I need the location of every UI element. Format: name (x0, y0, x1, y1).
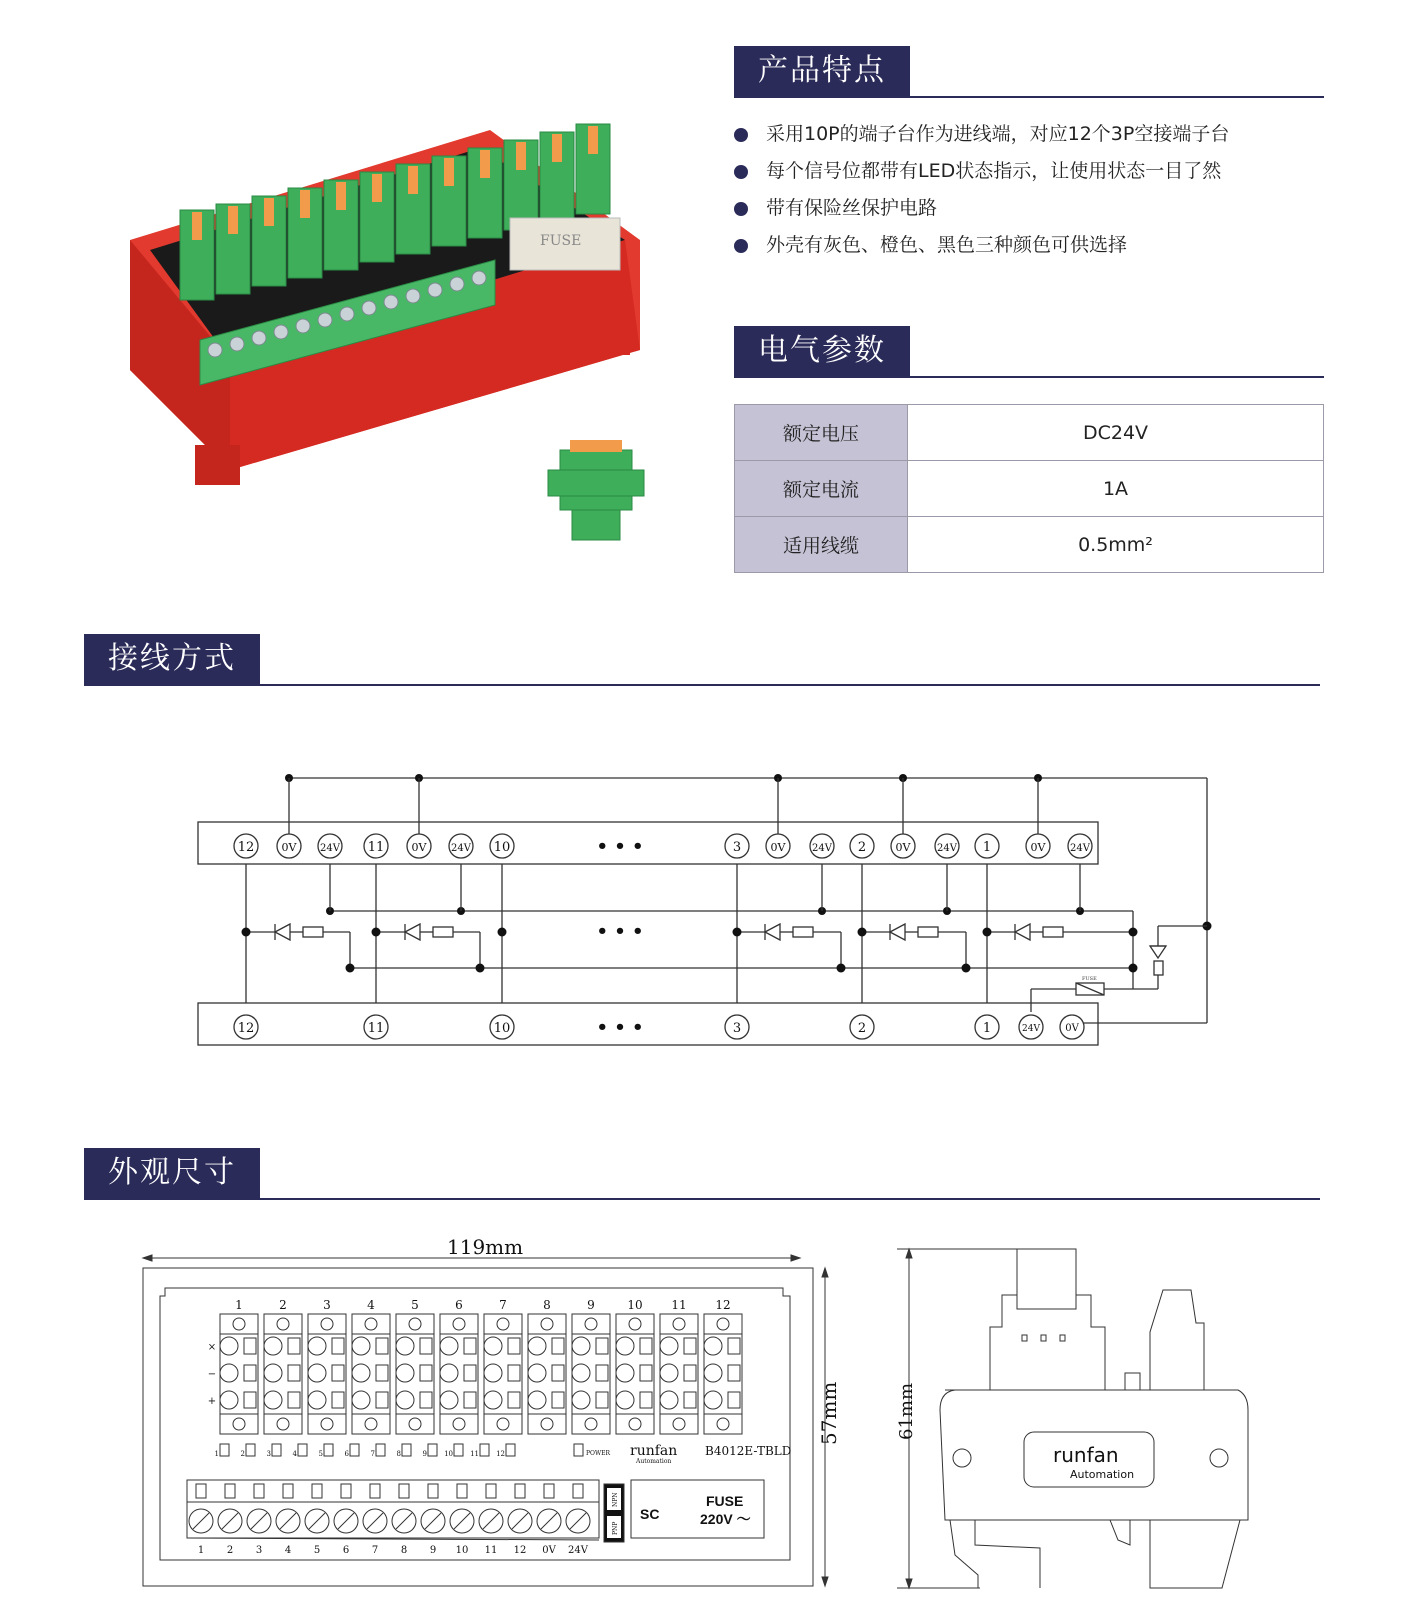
terminal-number: 3 (255, 1545, 263, 1556)
terminal-label: 0V (281, 841, 297, 854)
ellipsis: • • • (596, 921, 644, 942)
terminal-label: 1 (982, 840, 992, 855)
led-label: 3 (266, 1450, 271, 1458)
model-number: B4012E-TBLD (705, 1444, 792, 1458)
dimensions-title: 外观尺寸 (84, 1148, 260, 1198)
column-number: 1 (235, 1298, 243, 1312)
terminal-number: 5 (313, 1545, 321, 1556)
column-number: 7 (499, 1298, 507, 1312)
column-number: 5 (411, 1298, 419, 1312)
plug-column (220, 1314, 258, 1434)
led-label: 10 (444, 1450, 453, 1458)
ellipsis: • • • (596, 836, 644, 857)
terminal-number: 7 (371, 1545, 379, 1556)
led-label: 6 (344, 1450, 349, 1458)
led-label: 1 (214, 1450, 219, 1458)
power-label: POWER (586, 1450, 611, 1457)
column-number: 11 (671, 1298, 687, 1312)
fuse-rating: 220V ～ (700, 1511, 751, 1527)
wiring-title: 接线方式 (84, 634, 260, 684)
terminal-label: 24V (320, 843, 340, 854)
pnp-label: PNP (612, 1521, 619, 1535)
brand-sub: Automation (636, 1458, 672, 1465)
led-branch-12 (246, 924, 350, 968)
terminal-label: 3 (732, 1021, 742, 1036)
terminal-number: 6 (342, 1545, 350, 1556)
screw-icon (953, 1449, 971, 1467)
column-number: 9 (587, 1298, 595, 1312)
param-value: DC24V (908, 405, 1324, 461)
terminal-label: 10 (493, 1021, 511, 1036)
npn-label: NPN (612, 1492, 619, 1507)
sc-label: SC (640, 1506, 660, 1522)
fuse-label: FUSE (1082, 976, 1097, 982)
terminal-label: 0V (411, 841, 427, 854)
led-label: 2 (240, 1450, 245, 1458)
led-label: 4 (292, 1450, 297, 1458)
dimension-drawing (0, 1180, 1419, 1600)
terminal-label: 24V (1070, 843, 1090, 854)
terminal-number: 1 (197, 1545, 205, 1556)
feature-item: 外壳有灰色、橙色、黑色三种颜色可供选择 (734, 227, 1229, 264)
height-dimension-label: 57mm (817, 1381, 841, 1445)
power-led-icon (574, 1444, 583, 1456)
terminal-label: 1 (982, 1021, 992, 1036)
terminal-number: 8 (400, 1545, 408, 1556)
column-number: 4 (367, 1298, 375, 1312)
terminal-label: 3 (732, 840, 742, 855)
terminal-label: 24V (937, 843, 957, 854)
terminal-label: 2 (857, 840, 867, 855)
terminal-label: 0V (895, 841, 911, 854)
row-mark: − (207, 1369, 217, 1380)
ellipsis: • • • (596, 1017, 644, 1038)
led-label: 11 (470, 1450, 479, 1458)
side-view-drawing (896, 1249, 1248, 1588)
terminal-label: 12 (237, 1021, 255, 1036)
column-number: 6 (455, 1298, 463, 1312)
row-mark: + (207, 1396, 217, 1407)
param-label: 适用线缆 (735, 517, 908, 573)
terminal-label: 24V (1022, 1024, 1040, 1034)
terminal-number: 12 (513, 1545, 527, 1556)
terminal-label: 11 (367, 840, 385, 855)
brand-sub: Automation (1070, 1468, 1135, 1481)
led-label: 7 (370, 1450, 375, 1458)
column-number: 3 (323, 1298, 331, 1312)
param-label: 额定电流 (735, 461, 908, 517)
terminal-number: 0V (542, 1545, 556, 1556)
terminal-number: 24V (568, 1545, 588, 1556)
terminal-number: 2 (226, 1545, 234, 1556)
column-number: 2 (279, 1298, 287, 1312)
brand-logo: runfan (1053, 1443, 1119, 1467)
feature-item: 采用10P的端子台作为进线端，对应12个3P空接端子台 (734, 116, 1229, 153)
column-number: 12 (715, 1298, 731, 1312)
fuse-text: FUSE (540, 233, 582, 249)
column-number: 10 (627, 1298, 643, 1312)
electrical-title: 电气参数 (734, 326, 910, 376)
feature-item: 带有保险丝保护电路 (734, 190, 1229, 227)
terminal-number: 9 (429, 1545, 437, 1556)
width-dimension-label: 119mm (447, 1235, 524, 1259)
terminal-label: 0V (770, 841, 786, 854)
led-label: 8 (396, 1450, 401, 1458)
terminal-label: 0V (1030, 841, 1046, 854)
terminal-label: 24V (451, 843, 471, 854)
terminal-number: 11 (484, 1545, 498, 1556)
terminal-label: 24V (812, 843, 832, 854)
fuse-label: FUSE (706, 1493, 744, 1509)
terminal-number: 10 (455, 1545, 469, 1556)
screw-icon (1210, 1449, 1228, 1467)
terminal-label: 2 (857, 1021, 867, 1036)
feature-item: 每个信号位都带有LED状态指示，让使用状态一目了然 (734, 153, 1229, 190)
terminal-label: 11 (367, 1021, 385, 1036)
terminal-label: 10 (493, 840, 511, 855)
param-value: 1A (908, 461, 1324, 517)
side-height-label: 61mm (896, 1382, 917, 1440)
param-value: 0.5mm² (908, 517, 1324, 573)
param-label: 额定电压 (735, 405, 908, 461)
column-number: 8 (543, 1298, 551, 1312)
terminal-label: 0V (1065, 1023, 1079, 1034)
features-title: 产品特点 (734, 46, 910, 96)
brand-logo: runfan (630, 1443, 678, 1459)
terminal-label: 12 (237, 840, 255, 855)
led-label: 5 (318, 1450, 323, 1458)
led-label: 9 (422, 1450, 427, 1458)
terminal-number: 4 (284, 1545, 292, 1556)
led-label: 12 (496, 1450, 505, 1458)
row-mark: × (207, 1342, 217, 1353)
